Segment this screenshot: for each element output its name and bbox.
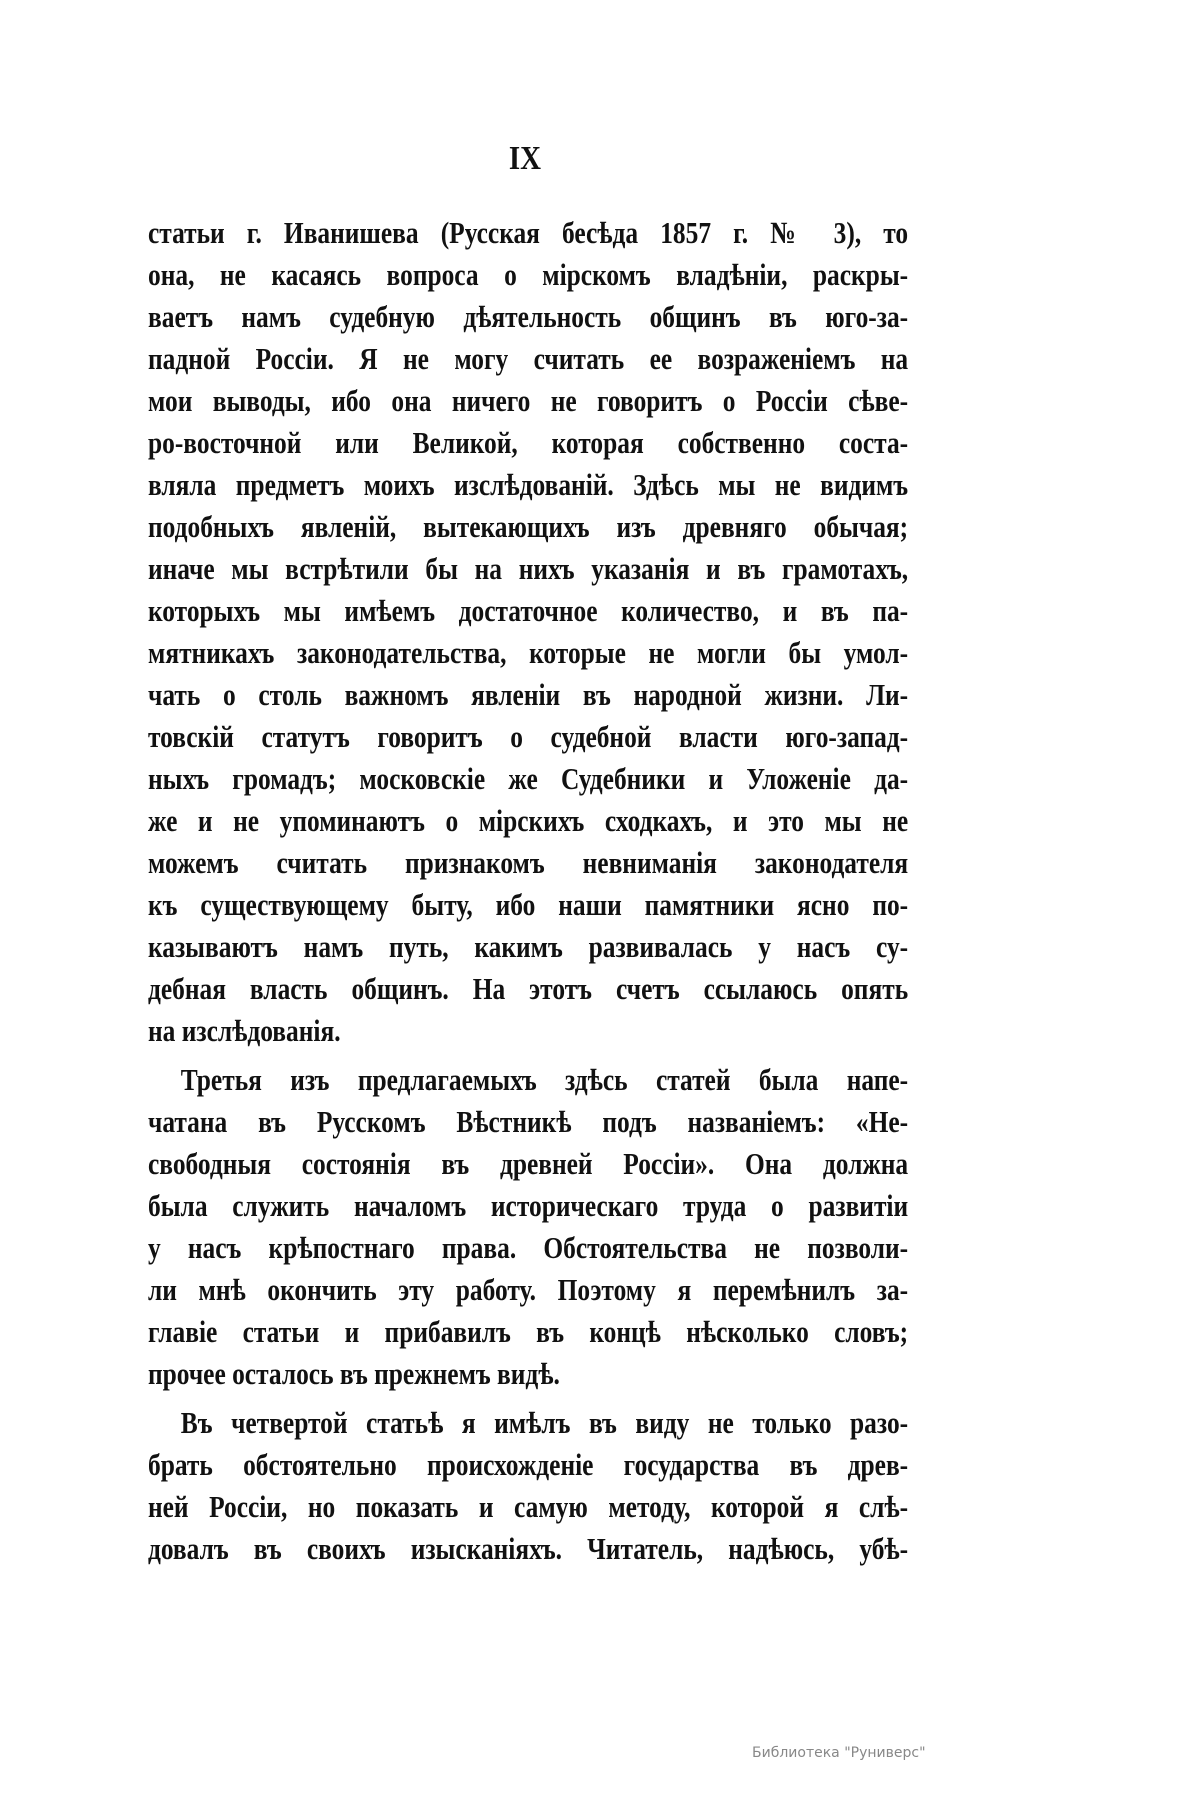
text-line: на изслѣдованія.: [148, 1013, 341, 1048]
text-line: брать обстоятельно происхожденіе государства въ древ-: [148, 1447, 909, 1482]
text-line: дебная власть общинъ. На этотъ счетъ ссылаюсь опять: [148, 971, 909, 1006]
body-text: [148, 212, 908, 1577]
text-line: вляла предметъ моихъ изслѣдованій. Здѣсь мы не видимъ: [148, 467, 909, 502]
text-line: ли мнѣ окончить эту работу. Поэтому я перемѣнилъ за-: [148, 1272, 909, 1307]
text-line: статьи г. Иванишева (Русская бесѣда 1857 г. № 3), то: [148, 215, 909, 250]
text-line: мои выводы, ибо она ничего не говоритъ о Россіи сѣве-: [148, 383, 909, 418]
text-line: ро-восточной или Великой, которая собственно соста-: [148, 425, 909, 460]
text-line: мятникахъ законодательства, которые не могли бы умол-: [148, 635, 909, 670]
text-line: свободныя состоянія въ древней Россіи». Она должна: [148, 1146, 909, 1181]
text-line: къ существующему быту, ибо наши памятники ясно по-: [148, 887, 909, 922]
text-line: была служить началомъ историческаго труда о развитіи: [148, 1188, 909, 1223]
text-line: прочее осталось въ прежнемъ видѣ.: [148, 1356, 560, 1391]
text-line: можемъ считать признакомъ невниманія законодателя: [148, 845, 909, 880]
text-line: ней Россіи, но показать и самую методу, которой я слѣ-: [148, 1489, 909, 1524]
text-line: подобныхъ явленій, вытекающихъ изъ древняго обычая;: [148, 509, 909, 544]
text-line: падной Россіи. Я не могу считать ее возраженіемъ на: [148, 341, 909, 376]
text-line: Въ четвертой статьѣ я имѣлъ въ виду не только разо-: [180, 1405, 909, 1440]
paragraph: [148, 1059, 908, 1395]
text-line: ныхъ громадъ; московскіе же Судебники и Уложеніе да-: [148, 761, 909, 796]
page-number: IX: [508, 140, 542, 177]
text-line: главіе статьи и прибавилъ въ концѣ нѣсколько словъ;: [148, 1314, 909, 1349]
text-line: ваетъ намъ судебную дѣятельность общинъ въ юго-за-: [148, 299, 909, 334]
text-line: она, не касаясь вопроса о мірскомъ владѣніи, раскры-: [148, 257, 909, 292]
text-line: же и не упоминаютъ о мірскихъ сходкахъ, и это мы не: [148, 803, 909, 838]
paragraph: [148, 212, 908, 1052]
text-line: иначе мы встрѣтили бы на нихъ указанія и въ грамотахъ,: [148, 551, 909, 586]
library-watermark: Библиотека "Руниверс": [752, 1745, 926, 1761]
text-line: чатана въ Русскомъ Вѣстникѣ подъ названіемъ: «Не-: [148, 1104, 909, 1139]
text-line: товскій статутъ говоритъ о судебной власти юго-запад-: [148, 719, 909, 754]
text-line: казываютъ намъ путь, какимъ развивалась у насъ су-: [148, 929, 909, 964]
text-line: чать о столь важномъ явленіи въ народной жизни. Ли-: [148, 677, 909, 712]
text-line: Третья изъ предлагаемыхъ здѣсь статей была напе-: [180, 1062, 909, 1097]
text-line: довалъ въ своихъ изысканіяхъ. Читатель, надѣюсь, убѣ-: [148, 1531, 909, 1566]
paragraph: [148, 1402, 908, 1570]
text-line: у насъ крѣпостнаго права. Обстоятельства не позволи-: [148, 1230, 909, 1265]
text-line: которыхъ мы имѣемъ достаточное количество, и въ па-: [148, 593, 909, 628]
